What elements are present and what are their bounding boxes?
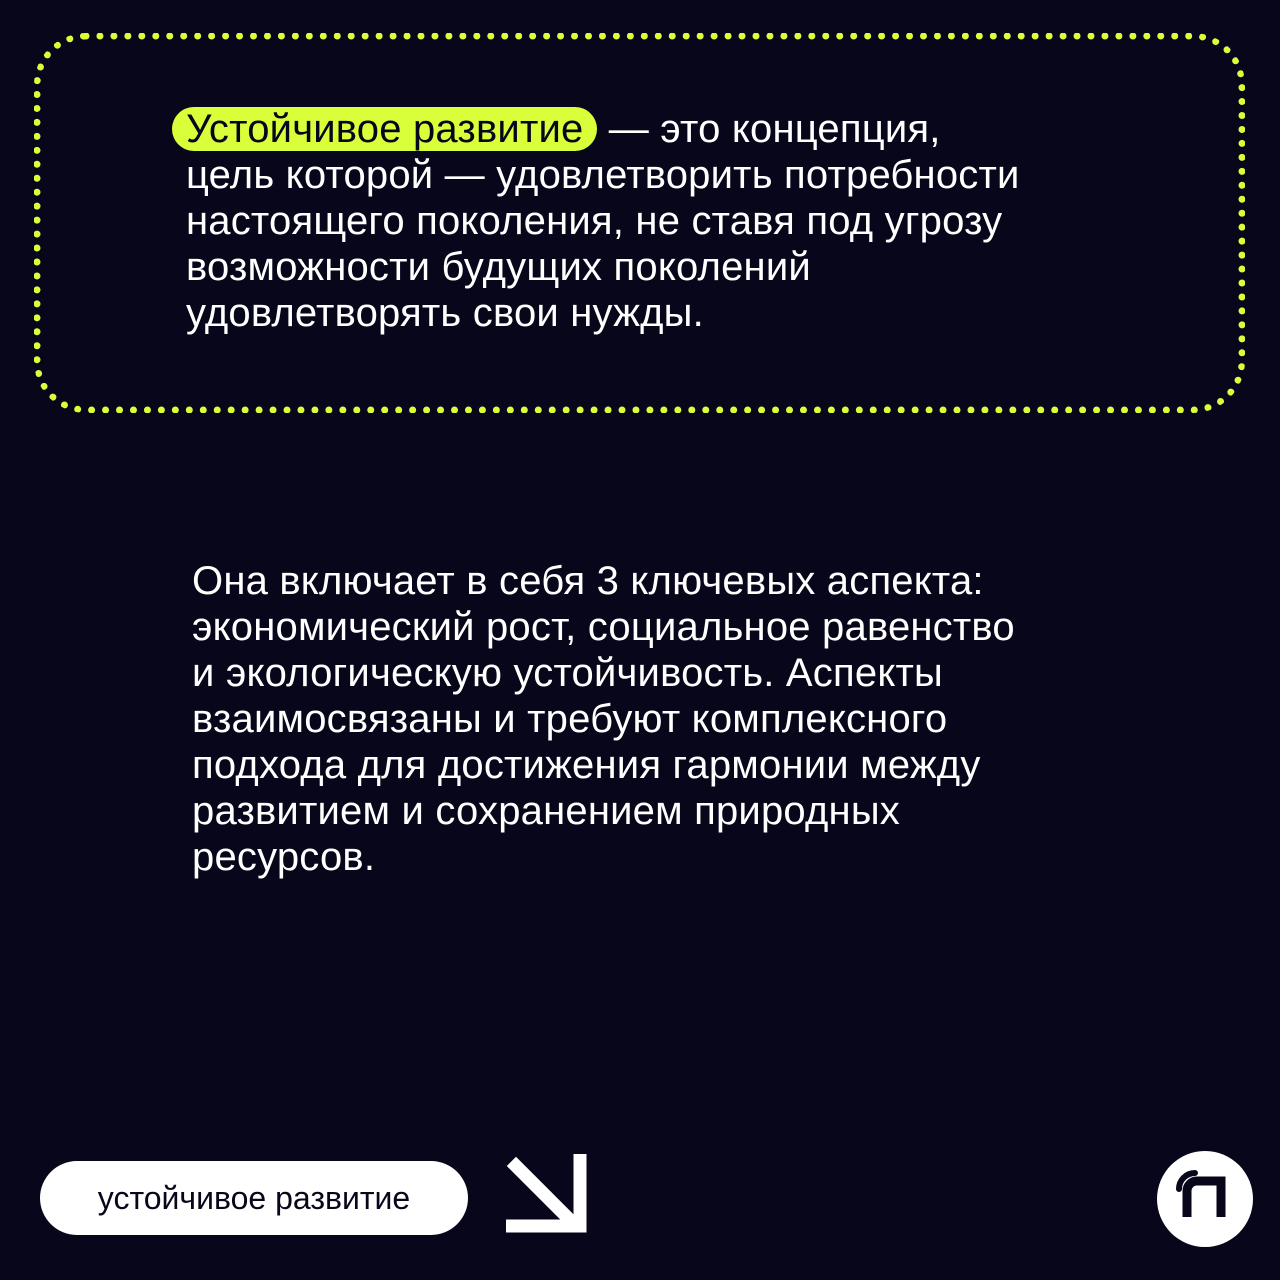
aspects-line-1: Она включает в себя 3 ключевых аспекта: bbox=[192, 559, 984, 603]
aspects-line-4: взаимосвязаны и требуют комплексного bbox=[192, 697, 948, 741]
definition-line-1: — это концепция, bbox=[597, 107, 941, 151]
definition-line-5: удовлетворять свои нужды. bbox=[186, 291, 704, 335]
aspects-line-5: подхода для достижения гармонии между bbox=[192, 743, 981, 787]
definition-line-3: настоящего поколения, не ставя под угрозу bbox=[186, 199, 1003, 243]
definition-line-4: возможности будущих поколений bbox=[186, 245, 811, 289]
aspects-text bbox=[192, 558, 1172, 880]
aspects-line-2: экономический рост, социальное равенство bbox=[192, 605, 1015, 649]
aspects-line-6: развитием и сохранением природных bbox=[192, 789, 900, 833]
aspects-line-3: и экологическую устойчивость. Аспекты bbox=[192, 651, 943, 695]
definition-line-2: цель которой — удовлетворить потребности bbox=[186, 153, 1020, 197]
topic-tag[interactable]: устойчивое развитие bbox=[40, 1161, 468, 1235]
definition-text bbox=[186, 106, 1186, 336]
highlighted-term: Устойчивое развитие bbox=[172, 107, 597, 151]
aspects-line-7: ресурсов. bbox=[192, 835, 376, 879]
p-logo-icon bbox=[1157, 1151, 1253, 1247]
arrow-down-right-icon bbox=[496, 1144, 592, 1240]
